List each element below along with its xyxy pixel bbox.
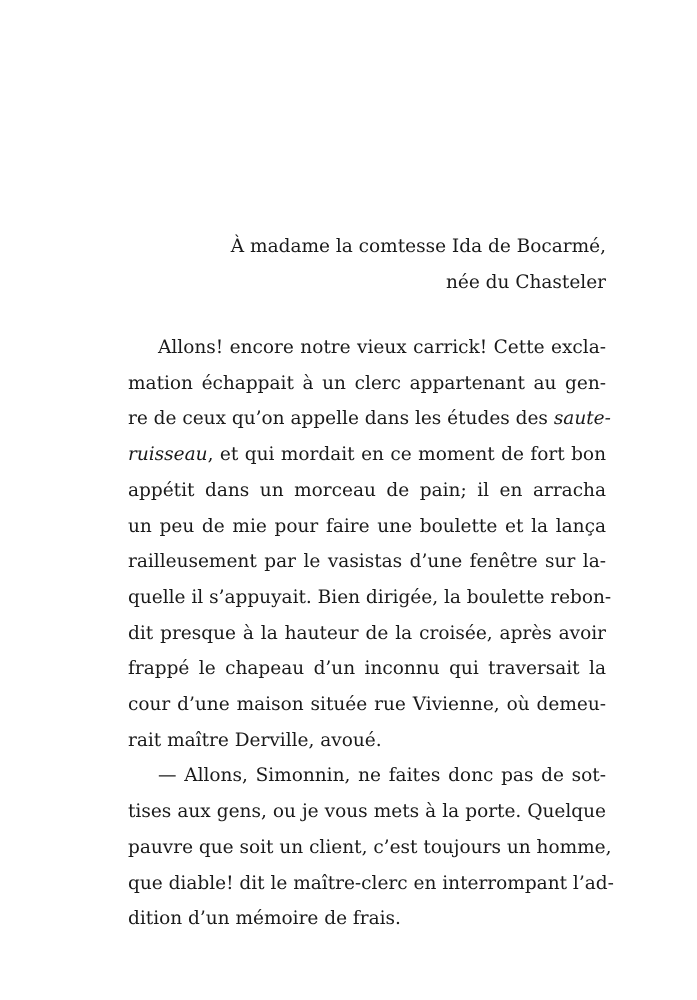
- body-text: [128, 330, 614, 937]
- text-segment: re de ceux qu’on appelle dans les études des: [128, 408, 554, 430]
- text-line: railleusement par le vasistas d’une fenêtre sur la-: [128, 551, 606, 573]
- text-segment: , et qui mordait en ce moment de fort bon: [207, 444, 606, 466]
- text-line: mation échappait à un clerc appartenant au gen-: [128, 372, 606, 394]
- text-line: rait maître Derville, avoué.: [128, 729, 382, 751]
- text-line: pauvre que soit un client, c’est toujours un homme,: [128, 836, 612, 858]
- paragraph-2: [128, 758, 614, 937]
- dedication: [128, 229, 606, 301]
- text-line: Allons! encore notre vieux carrick! Cette excla-: [158, 337, 606, 358]
- text-line: — Allons, Simonnin, ne faites donc pas de sot-: [158, 765, 606, 787]
- text-line: appétit dans un morceau de pain; il en arracha: [128, 479, 606, 501]
- text-line: frappé le chapeau d’un inconnu qui traversait la: [128, 658, 606, 680]
- text-line: cour d’une maison située rue Vivienne, où demeu-: [128, 694, 606, 716]
- text-line: [128, 401, 611, 437]
- text-line: [128, 437, 606, 473]
- text-line: dition d’un mémoire de frais.: [128, 908, 401, 930]
- text-line: dit presque à la hauteur de la croisée, après avoir: [128, 622, 606, 644]
- text-line: quelle il s’appuyait. Bien dirigée, la boulette rebon-: [128, 586, 612, 608]
- dedication-line-1: À madame la comtesse Ida de Bocarmé,: [230, 236, 606, 257]
- dedication-line-2: née du Chasteler: [445, 272, 606, 293]
- text-line: que diable! dit le maître-clerc en interrompant l’ad-: [128, 872, 614, 894]
- paragraph-1: [128, 330, 612, 758]
- italic-term: ruisseau: [128, 444, 208, 466]
- italic-term: saute-: [553, 408, 611, 430]
- text-line: un peu de mie pour faire une boulette et la lança: [128, 515, 606, 537]
- text-line: tises aux gens, ou je vous mets à la porte. Quelque: [128, 801, 606, 823]
